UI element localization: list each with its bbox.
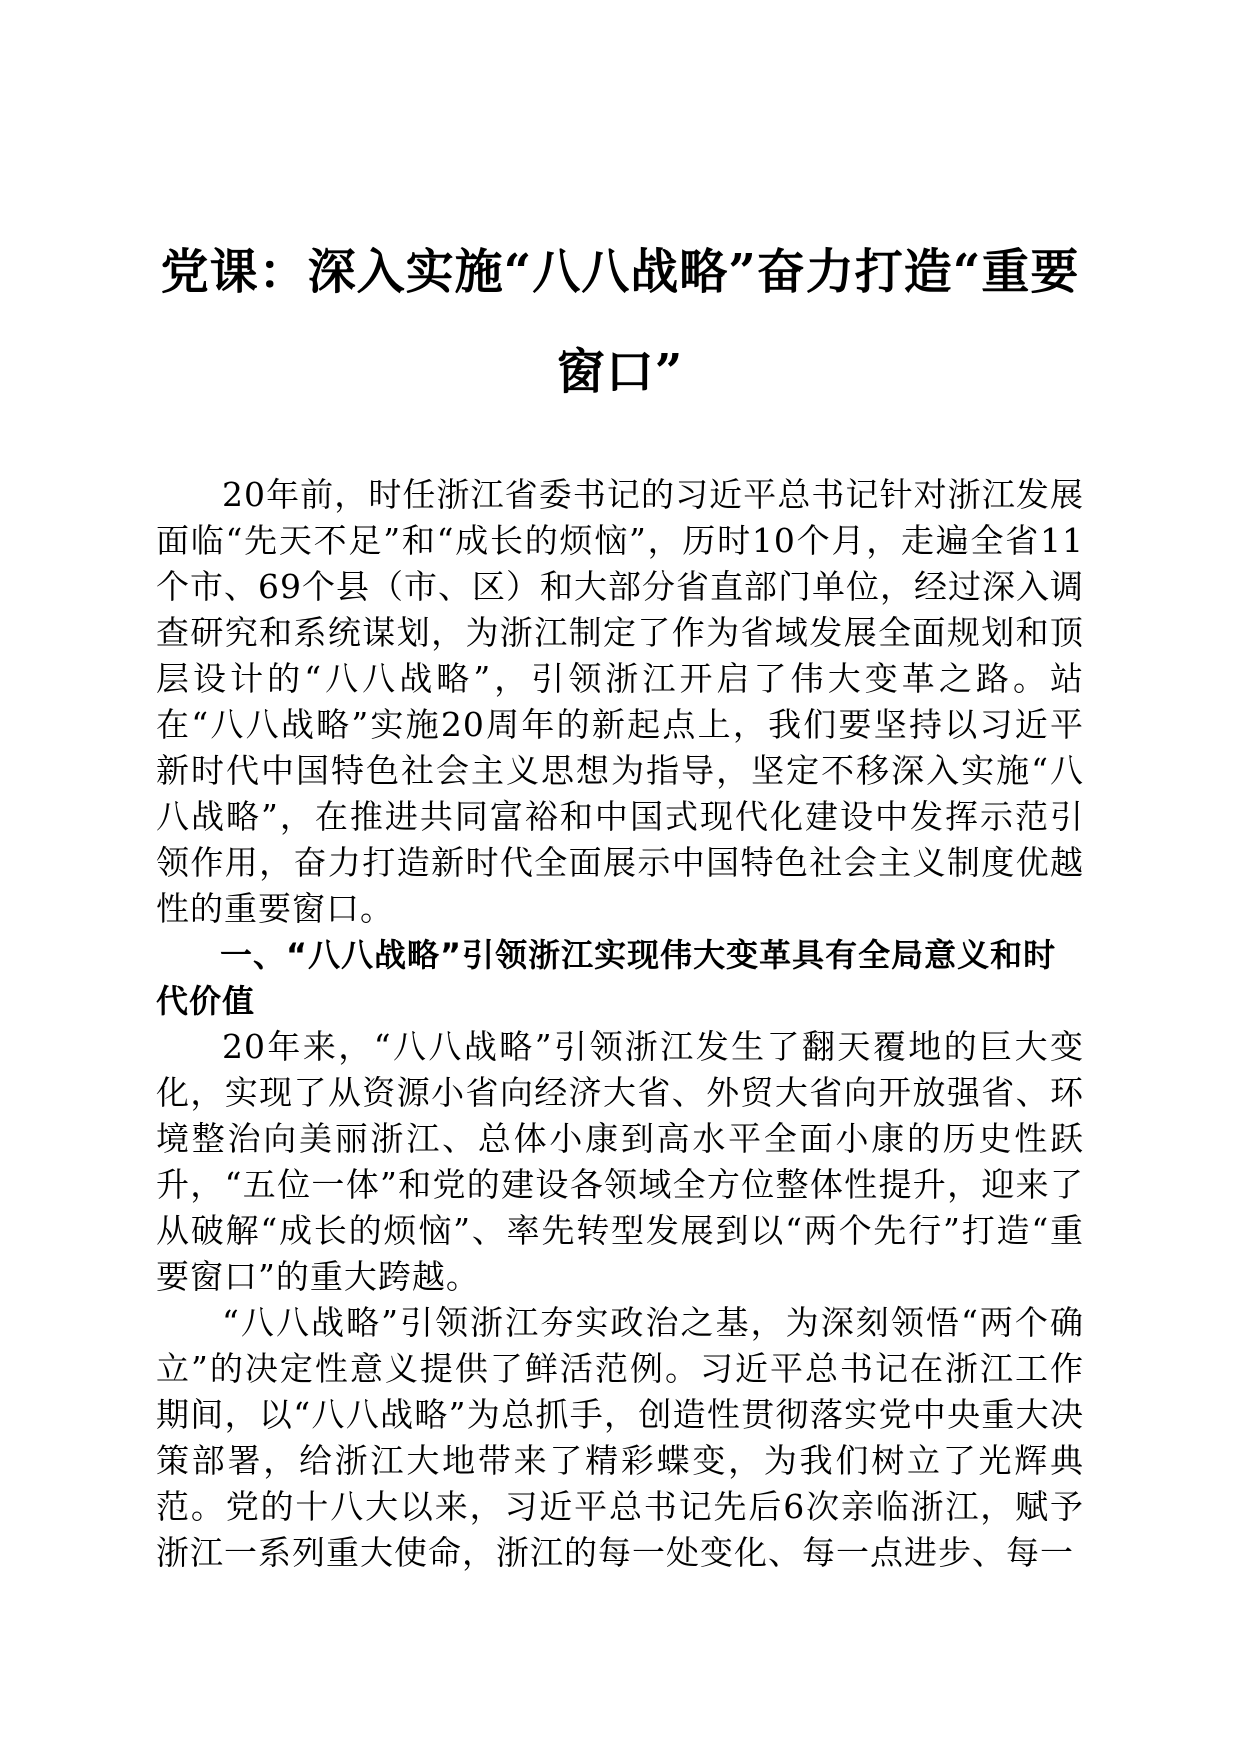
section-paragraph: 20年来，“八八战略”引领浙江发生了翻天覆地的巨大变化，实现了从资源小省向经济大省、外贸大省向开放强省、环境整治向美丽浙江、总体小康到高水平全面小康的历史性跃升，“五位一体”和党的建设各领域全方位整体性提升，迎来了从破解“成长的烦恼”、率先转型发展到以“两个先行”打造“重要窗口”的重大跨越。 xyxy=(156,1027,1084,1296)
intro-paragraph: 20年前，时任浙江省委书记的习近平总书记针对浙江发展面临“先天不足”和“成长的烦恼”，历时10个月，走遍全省11个市、69个县（市、区）和大部分省直部门单位，经过深入调查研究和系统谋划，为浙江制定了作为省域发展全面规划和顶层设计的“八八战略”，引领浙江开启了伟大变革之路。站在“八八战略”实施20周年的新起点上，我们要坚持以习近平新时代中国特色社会主义思想为指导，坚定不移深入实施“八八战略”，在推进共同富裕和中国式现代化建设中发挥示范引领作用，奋力打造新时代全面展示中国特色社会主义制度优越性的重要窗口。 xyxy=(156,475,1084,928)
section-heading: 一、“八八战略”引领浙江实现伟大变革具有全局意义和时代价值 xyxy=(156,936,1057,1020)
document-title: 党课：深入实施“八八战略”奋力打造“重要窗口” xyxy=(160,244,1080,400)
document-body xyxy=(156,472,1084,1576)
section-paragraph: “八八战略”引领浙江夯实政治之基，为深刻领悟“两个确立”的决定性意义提供了鲜活范例。习近平总书记在浙江工作期间，以“八八战略”为总抓手，创造性贯彻落实党中央重大决策部署，给浙江大地带来了精彩蝶变，为我们树立了光辉典范。党的十八大以来，习近平总书记先后6次亲临浙江，赋予浙江一系列重大使命，浙江的每一处变化、每一点进步、每一 xyxy=(156,1303,1084,1572)
